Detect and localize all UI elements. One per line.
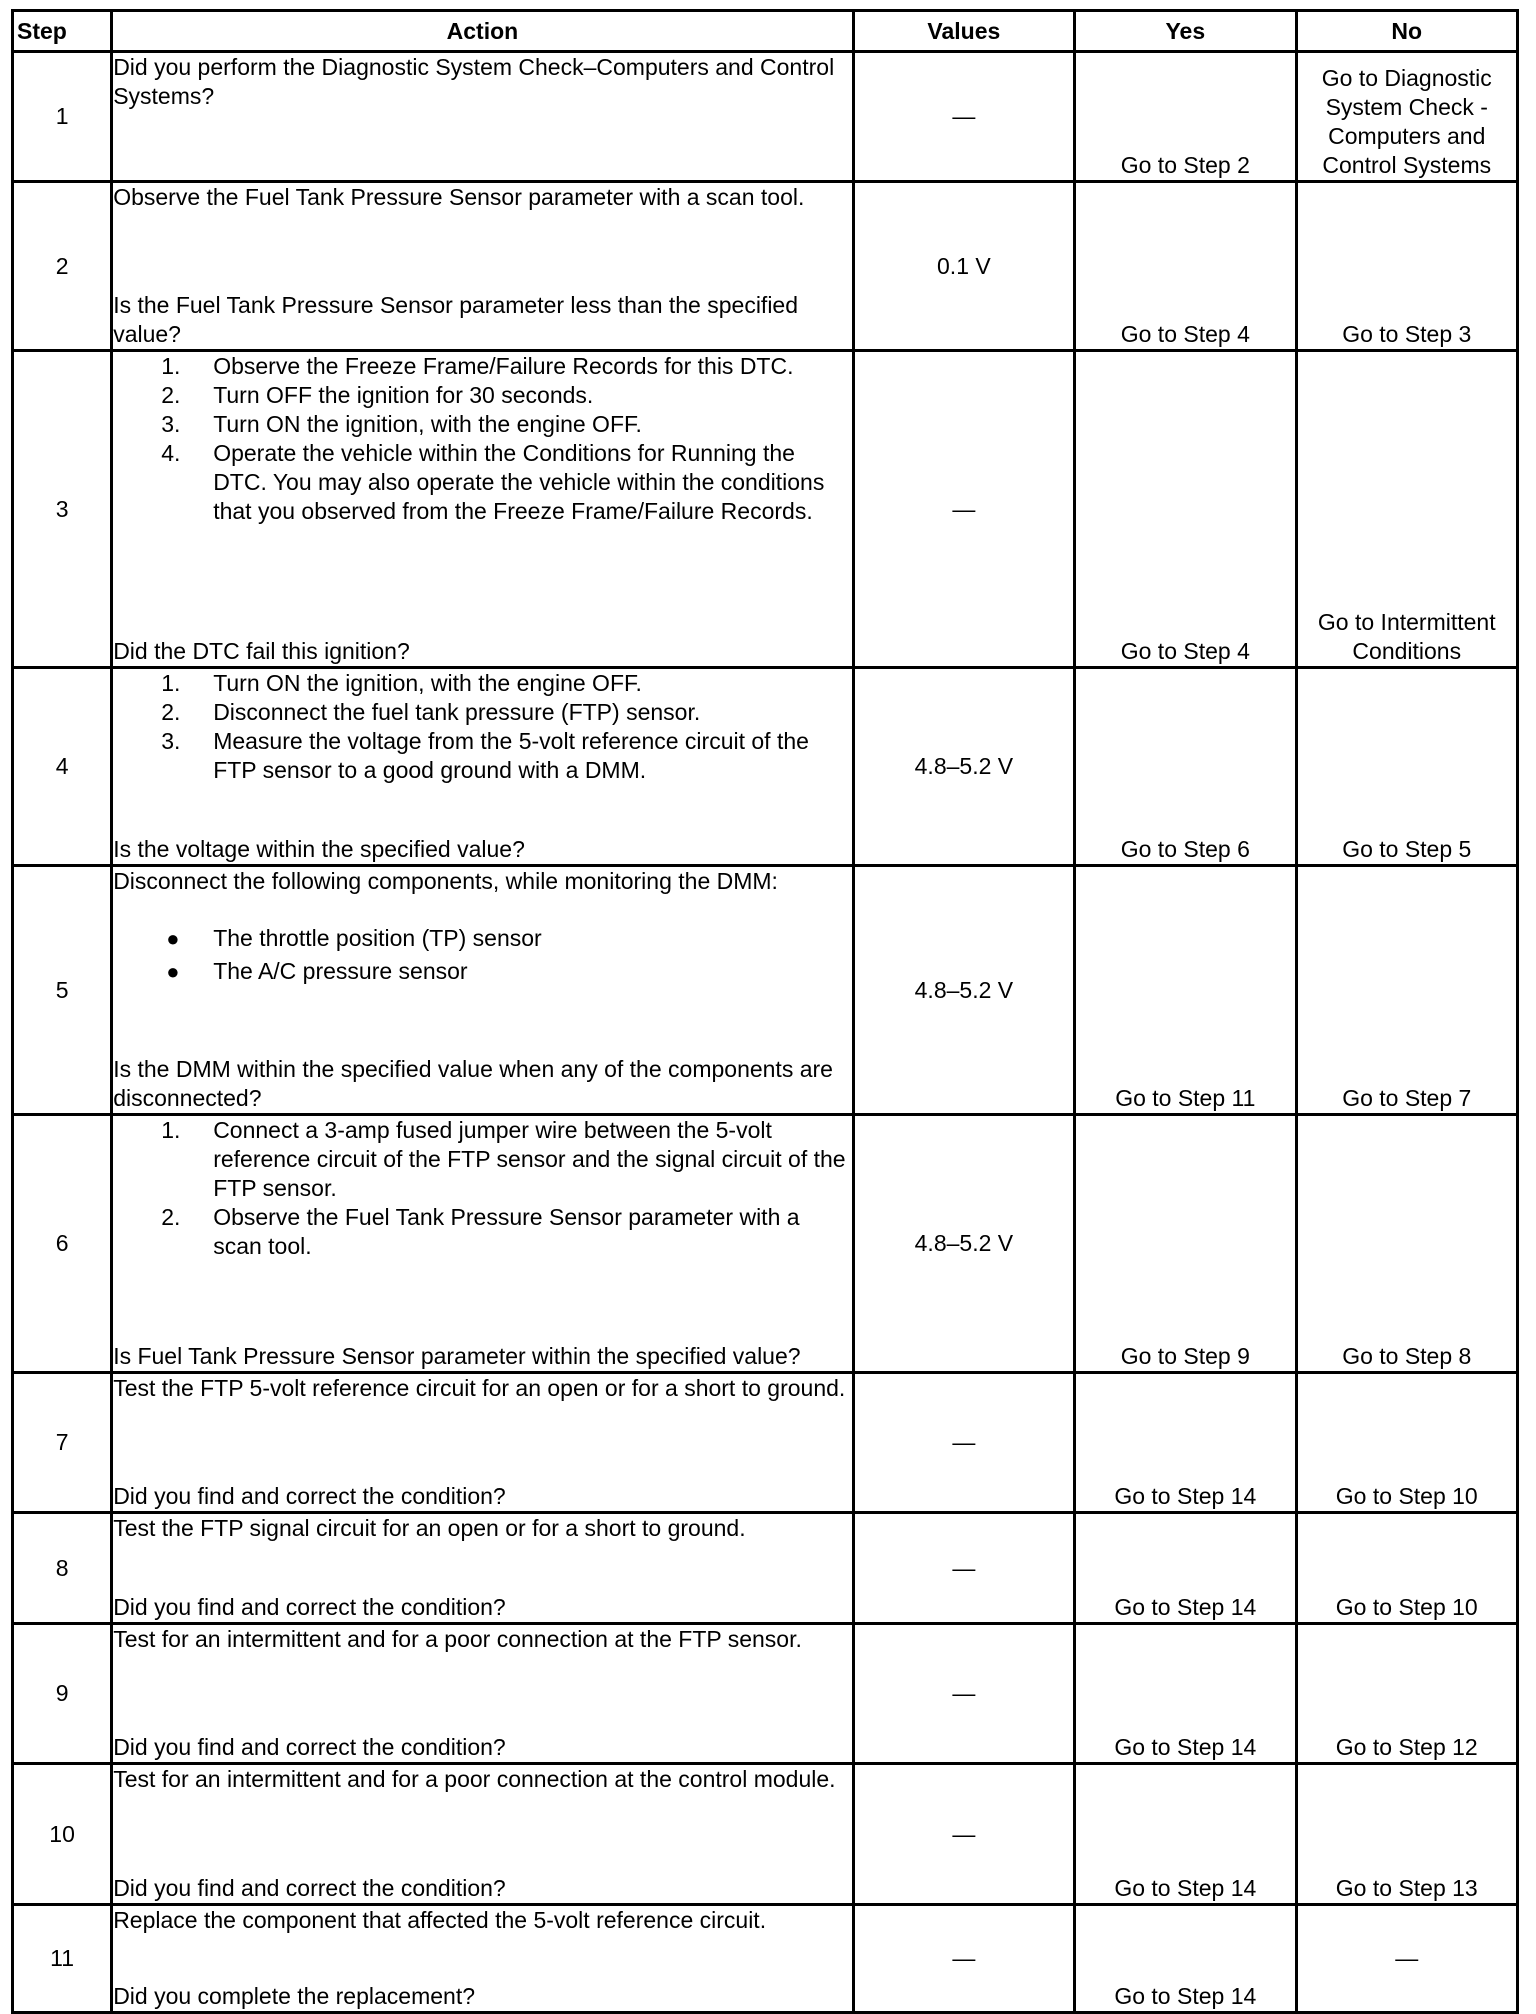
action-cell [112,866,853,1115]
yes-cell: Go to Step 11 [1075,866,1296,1115]
table-row [13,1764,1518,1905]
yes-cell: Go to Step 14 [1075,1764,1296,1905]
list-number: 4. [161,440,181,466]
spacer [113,785,851,835]
step-number: 1 [13,52,112,182]
action-text: Observe the Fuel Tank Pressure Sensor parameter with a scan tool. [113,184,805,210]
bullet-list [113,922,851,988]
action-cell [112,182,853,351]
table-row [13,1513,1518,1624]
value-cell: 4.8–5.2 V [853,866,1074,1115]
table-row [13,182,1518,351]
yes-cell: Go to Step 2 [1075,52,1296,182]
value-cell: — [853,1513,1074,1624]
header-no: No [1296,11,1517,52]
action-text: Did you perform the Diagnostic System Check–Computers and Control Systems? [113,54,835,109]
list-item-text: Connect a 3-amp fused jumper wire between the 5-volt reference circuit of the FTP sensor and the signal circuit of the FTP sensor. [213,1117,846,1201]
step-number: 6 [13,1115,112,1373]
table-row [13,1624,1518,1764]
list-number: 2. [161,1204,181,1230]
action-content [113,183,851,349]
spacer [113,1403,851,1482]
table-row [13,52,1518,182]
action-cell [112,1764,853,1905]
no-cell: — [1296,1905,1517,2013]
spacer [113,1261,851,1342]
list-item-text: Observe the Freeze Frame/Failure Records for this DTC. [213,353,794,379]
value-cell: — [853,351,1074,668]
header-action: Action [112,11,853,52]
table-body [13,52,1518,2013]
no-cell: Go to Step 8 [1296,1115,1517,1373]
step-number: 11 [13,1905,112,2013]
action-cell [112,1513,853,1624]
step-number: 9 [13,1624,112,1764]
list-item [113,352,851,381]
list-item-text: The A/C pressure sensor [213,958,468,984]
list-item [113,439,851,526]
table-row [13,351,1518,668]
no-cell: Go to Diagnostic System Check - Computers and Control Systems [1296,52,1517,182]
action-cell [112,668,853,866]
question-text: Did you find and correct the condition? [113,1483,506,1509]
step-number: 5 [13,866,112,1115]
table-row [13,1373,1518,1513]
action-content [113,352,851,666]
action-content [113,1906,851,2011]
action-cell [112,1115,853,1373]
action-content [113,53,851,180]
list-item [113,727,851,785]
step-number: 8 [13,1513,112,1624]
value-cell: 4.8–5.2 V [853,668,1074,866]
header-row [13,11,1518,52]
list-item [113,669,851,698]
action-cell [112,1905,853,2013]
numbered-list [113,352,851,526]
table-row [13,668,1518,866]
action-text: Disconnect the following components, while monitoring the DMM: [113,868,778,894]
list-item-text: Observe the Fuel Tank Pressure Sensor parameter with a scan tool. [213,1204,800,1259]
list-number: 3. [161,728,181,754]
step-number: 3 [13,351,112,668]
bullet-icon: ● [166,926,180,951]
step-number: 4 [13,668,112,866]
action-content [113,669,851,864]
action-content [113,1625,851,1762]
spacer [113,1935,851,1982]
no-cell: Go to Step 12 [1296,1624,1517,1764]
question-text: Is Fuel Tank Pressure Sensor parameter within the specified value? [113,1343,801,1369]
list-item [113,1203,851,1261]
action-text: Test for an intermittent and for a poor connection at the FTP sensor. [113,1626,802,1652]
list-item-text: The throttle position (TP) sensor [213,925,542,951]
action-cell [112,1624,853,1764]
question-text: Is the Fuel Tank Pressure Sensor parameter less than the specified value? [113,292,799,347]
header-step: Step [13,11,112,52]
spacer [113,1543,851,1593]
numbered-list [113,1116,851,1261]
value-cell: — [853,1624,1074,1764]
action-content [113,1765,851,1903]
list-item [113,922,851,955]
list-number: 1. [161,353,181,379]
value-cell: — [853,1905,1074,2013]
value-cell: 4.8–5.2 V [853,1115,1074,1373]
action-content [113,1116,851,1371]
yes-cell: Go to Step 4 [1075,351,1296,668]
action-cell [112,52,853,182]
action-cell [112,351,853,668]
yes-cell: Go to Step 14 [1075,1373,1296,1513]
list-item [113,1116,851,1203]
action-cell [112,1373,853,1513]
list-item-text: Turn OFF the ignition for 30 seconds. [213,382,594,408]
step-number: 2 [13,182,112,351]
list-item-text: Measure the voltage from the 5-volt reference circuit of the FTP sensor to a good ground with a DMM. [213,728,809,783]
header-yes: Yes [1075,11,1296,52]
list-item [113,381,851,410]
numbered-list [113,669,851,785]
list-item-text: Turn ON the ignition, with the engine OFF. [213,670,642,696]
value-cell: — [853,1373,1074,1513]
value-cell: — [853,52,1074,182]
yes-cell: Go to Step 14 [1075,1624,1296,1764]
step-number: 7 [13,1373,112,1513]
question-text: Did you complete the replacement? [113,1983,475,2009]
no-cell: Go to Step 3 [1296,182,1517,351]
yes-cell: Go to Step 6 [1075,668,1296,866]
list-item [113,410,851,439]
spacer [113,988,851,1055]
list-number: 3. [161,411,181,437]
yes-cell: Go to Step 14 [1075,1905,1296,2013]
action-text: Test the FTP 5-volt reference circuit for an open or for a short to ground. [113,1375,846,1401]
list-item [113,955,851,988]
no-cell: Go to Step 5 [1296,668,1517,866]
table-row [13,1115,1518,1373]
no-cell: Go to Step 7 [1296,866,1517,1115]
no-cell: Go to Intermittent Conditions [1296,351,1517,668]
action-text: Test for an intermittent and for a poor connection at the control module. [113,1766,836,1792]
list-item-text: Turn ON the ignition, with the engine OFF. [213,411,642,437]
list-number: 1. [161,1117,181,1143]
list-number: 1. [161,670,181,696]
header-values: Values [853,11,1074,52]
action-content [113,1374,851,1511]
list-number: 2. [161,699,181,725]
no-cell: Go to Step 10 [1296,1373,1517,1513]
value-cell: 0.1 V [853,182,1074,351]
no-cell: Go to Step 13 [1296,1764,1517,1905]
diagnostic-table [11,9,1519,2014]
spacer [113,1654,851,1733]
list-item-text: Operate the vehicle within the Conditions for Running the DTC. You may also operate the vehicle within the conditions that you observed from the Freeze Frame/Failure Records. [213,440,825,524]
step-number: 10 [13,1764,112,1905]
action-text: Test the FTP signal circuit for an open or for a short to ground. [113,1515,746,1541]
yes-cell: Go to Step 14 [1075,1513,1296,1624]
action-text: Replace the component that affected the 5-volt reference circuit. [113,1907,767,1933]
question-text: Did you find and correct the condition? [113,1875,506,1901]
table-row [13,1905,1518,2013]
list-item [113,698,851,727]
spacer [113,212,851,291]
list-number: 2. [161,382,181,408]
question-text: Is the voltage within the specified value? [113,836,525,862]
yes-cell: Go to Step 9 [1075,1115,1296,1373]
spacer [113,1794,851,1874]
action-content [113,867,851,1113]
question-text: Did you find and correct the condition? [113,1594,506,1620]
spacer [113,526,851,637]
question-text: Did you find and correct the condition? [113,1734,506,1760]
action-content [113,1514,851,1622]
value-cell: — [853,1764,1074,1905]
list-item-text: Disconnect the fuel tank pressure (FTP) sensor. [213,699,701,725]
bullet-icon: ● [166,959,180,984]
yes-cell: Go to Step 4 [1075,182,1296,351]
no-cell: Go to Step 10 [1296,1513,1517,1624]
question-text: Is the DMM within the specified value when any of the components are disconnected? [113,1056,833,1111]
question-text: Did the DTC fail this ignition? [113,638,410,664]
table-row [13,866,1518,1115]
